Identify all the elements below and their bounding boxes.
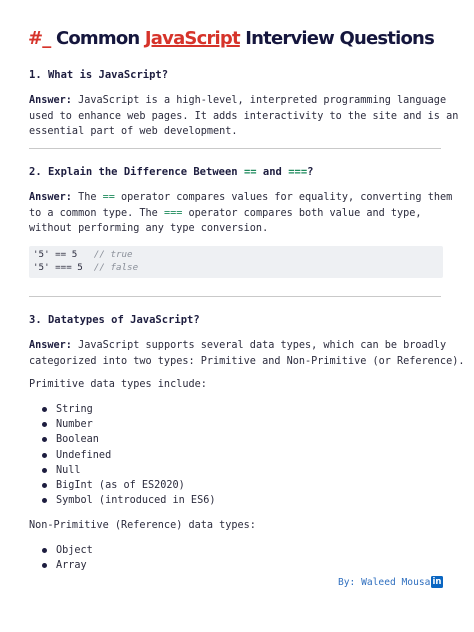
list-item: [29, 478, 215, 493]
heading-text: ?: [307, 166, 314, 178]
code-line: [33, 249, 133, 260]
code-text: '5' == 5: [33, 249, 94, 260]
code-line: [33, 262, 138, 273]
operator-strict: ===: [288, 166, 308, 178]
list-item: [29, 463, 215, 478]
question-2-answer: [29, 190, 452, 237]
title-rest: Interview Questions: [245, 28, 434, 49]
title-highlight: JavaScript: [144, 28, 240, 49]
list-item-label: Undefined: [56, 449, 112, 461]
question-3-answer: [29, 338, 464, 369]
bullet-icon: [42, 422, 47, 427]
list-item-label: Null: [56, 464, 81, 476]
list-item: [29, 558, 93, 573]
bullet-icon: [42, 453, 47, 458]
list-item: [29, 432, 215, 447]
question-1-heading: 1. What is JavaScript?: [29, 69, 169, 81]
bullet-icon: [42, 407, 47, 412]
primitive-intro: Primitive data types include:: [29, 379, 207, 390]
answer-text: JavaScript supports several data types, which can be broadly: [71, 340, 447, 351]
bullet-icon: [42, 468, 47, 473]
answer-line: without performing any type conversion.: [29, 223, 269, 234]
nonprimitive-type-list: [29, 543, 93, 573]
linkedin-icon[interactable]: in: [432, 577, 442, 587]
heading-text: 2. Explain the Difference Between: [29, 166, 244, 178]
list-item: [29, 402, 215, 417]
divider: [29, 296, 441, 297]
heading-text: and: [256, 166, 289, 178]
bullet-icon: [42, 548, 47, 553]
code-text: '5' === 5: [33, 262, 94, 273]
operator-strict: ===: [163, 207, 183, 219]
answer-label: Answer:: [29, 192, 72, 203]
operator-loose: ==: [243, 166, 257, 178]
answer-line: categorized into two types: Primitive and Non-Primitive (or Reference).: [29, 355, 465, 367]
list-item: [29, 417, 215, 432]
answer-text: operator compares both value and type,: [182, 207, 422, 219]
bullet-icon: [42, 498, 47, 503]
list-item-label: BigInt (as of ES2020): [56, 479, 185, 491]
nonprimitive-intro: Non-Primitive (Reference) data types:: [29, 520, 256, 531]
question-3-heading: 3. Datatypes of JavaScript?: [29, 314, 200, 326]
list-item-label: Number: [56, 419, 93, 431]
title-prefix: #_: [28, 28, 51, 49]
primitive-type-list: [29, 402, 215, 508]
author-credit: By: Waleed Mousa: [338, 577, 431, 588]
answer-line: JavaScript is a high-level, interpreted programming language: [71, 95, 447, 106]
question-2-heading: [29, 166, 314, 178]
list-item-label: Symbol (introduced in ES6): [56, 495, 216, 507]
list-item-label: Array: [56, 560, 87, 572]
bullet-icon: [42, 437, 47, 442]
list-item-label: Boolean: [56, 434, 99, 446]
bullet-icon: [42, 563, 47, 568]
answer-label: Answer:: [29, 340, 72, 351]
list-item: [29, 493, 215, 508]
list-item: [29, 543, 93, 558]
answer-line: essential part of web development.: [29, 126, 238, 137]
list-item-label: String: [56, 404, 93, 415]
answer-text: to a common type. The: [29, 207, 164, 219]
page-title: [28, 28, 434, 49]
question-1-answer: [29, 93, 458, 140]
divider: [29, 148, 441, 149]
list-item: [29, 448, 215, 463]
answer-text: operator compares values for equality, converting them: [114, 192, 453, 203]
answer-line: used to enhance web pages. It adds interactivity to the site and is an: [29, 110, 459, 122]
operator-loose: ==: [102, 192, 115, 203]
answer-text: The: [71, 192, 103, 203]
code-block: [29, 246, 443, 278]
code-comment: // false: [93, 262, 139, 273]
code-comment: // true: [93, 249, 133, 260]
answer-label: Answer:: [29, 95, 72, 106]
bullet-icon: [42, 483, 47, 488]
title-word-common: Common: [55, 28, 140, 49]
list-item-label: Object: [56, 545, 93, 556]
